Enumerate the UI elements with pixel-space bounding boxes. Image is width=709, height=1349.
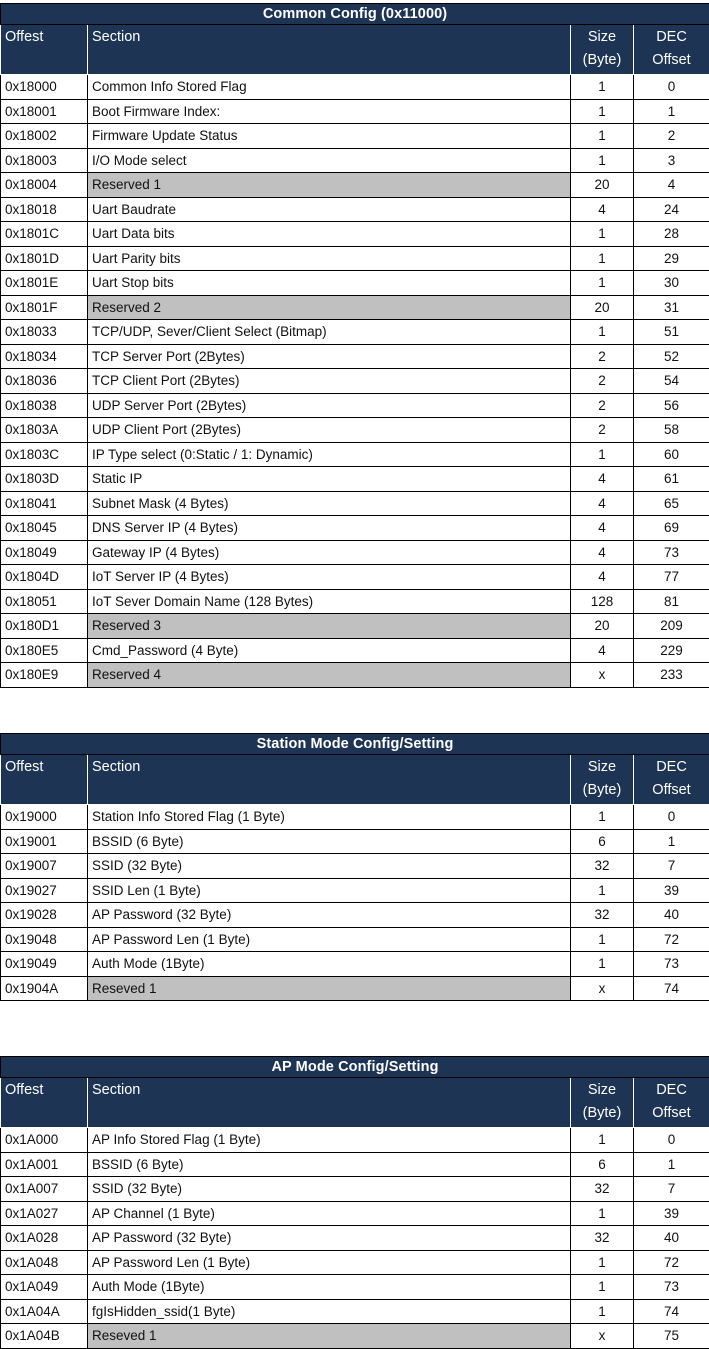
section-header: Section (88, 25, 571, 75)
table-row (1, 295, 709, 320)
dec-offset-cell: 0 (634, 1128, 709, 1153)
dec-header-line2: Offset (652, 1105, 690, 1121)
ap-mode-config-table (0, 1056, 709, 1349)
dec-offset-cell: 40 (634, 903, 709, 928)
section-cell: I/O Mode select (88, 148, 571, 173)
section-cell: Common Info Stored Flag (88, 75, 571, 100)
offset-cell: 0x18018 (1, 197, 88, 222)
offset-cell: 0x1A001 (1, 1152, 88, 1177)
size-cell: 1 (571, 442, 634, 467)
section-cell: Boot Firmware Index: (88, 99, 571, 124)
table-row (1, 614, 709, 639)
size-cell: x (571, 1324, 634, 1349)
offset-cell: 0x1A04B (1, 1324, 88, 1349)
size-cell: 1 (571, 124, 634, 149)
table-row (1, 805, 709, 830)
size-cell: 1 (571, 271, 634, 296)
dec-header-line2: Offset (652, 782, 690, 798)
table-row (1, 393, 709, 418)
table-title: AP Mode Config/Setting (1, 1057, 709, 1078)
table-row (1, 638, 709, 663)
offset-cell: 0x1A049 (1, 1275, 88, 1300)
size-header-line1: Size (588, 1082, 616, 1098)
table-row (1, 75, 709, 100)
table-row (1, 878, 709, 903)
dec-offset-cell: 29 (634, 246, 709, 271)
dec-offset-cell: 39 (634, 878, 709, 903)
offset-header: Offest (1, 25, 88, 75)
dec-offset-cell: 2 (634, 124, 709, 149)
table-row (1, 1201, 709, 1226)
offset-cell: 0x1A048 (1, 1250, 88, 1275)
offset-cell: 0x1904A (1, 976, 88, 1001)
section-cell: AP Password (32 Byte) (88, 903, 571, 928)
offset-cell: 0x1801C (1, 222, 88, 247)
dec-offset-cell: 60 (634, 442, 709, 467)
offset-cell: 0x1A027 (1, 1201, 88, 1226)
common-config-table (0, 3, 709, 688)
dec-offset-cell: 69 (634, 516, 709, 541)
table-row (1, 1128, 709, 1153)
dec-offset-cell: 73 (634, 952, 709, 977)
dec-offset-cell: 74 (634, 976, 709, 1001)
size-cell: 20 (571, 173, 634, 198)
offset-cell: 0x19028 (1, 903, 88, 928)
section-cell: AP Info Stored Flag (1 Byte) (88, 1128, 571, 1153)
section-header: Section (88, 755, 571, 805)
offset-cell: 0x1804D (1, 565, 88, 590)
size-cell: 1 (571, 805, 634, 830)
size-cell: 32 (571, 1177, 634, 1202)
size-cell: 4 (571, 491, 634, 516)
dec-offset-cell: 58 (634, 418, 709, 443)
size-cell: 1 (571, 148, 634, 173)
section-cell: SSID Len (1 Byte) (88, 878, 571, 903)
size-header-line2: (Byte) (583, 52, 622, 68)
size-cell: 32 (571, 854, 634, 879)
section-cell: Reserved 2 (88, 295, 571, 320)
size-cell: x (571, 663, 634, 688)
dec-offset-cell: 1 (634, 99, 709, 124)
size-cell: 1 (571, 952, 634, 977)
size-cell: 1 (571, 878, 634, 903)
dec-offset-cell: 1 (634, 1152, 709, 1177)
offset-cell: 0x18000 (1, 75, 88, 100)
section-cell: Uart Parity bits (88, 246, 571, 271)
dec-offset-cell: 73 (634, 1275, 709, 1300)
offset-cell: 0x19048 (1, 927, 88, 952)
offset-cell: 0x19007 (1, 854, 88, 879)
offset-cell: 0x1801E (1, 271, 88, 296)
dec-offset-cell: 7 (634, 1177, 709, 1202)
size-cell: 4 (571, 540, 634, 565)
offset-cell: 0x19000 (1, 805, 88, 830)
dec-offset-cell: 0 (634, 75, 709, 100)
section-cell: Reserved 3 (88, 614, 571, 639)
size-cell: 1 (571, 1299, 634, 1324)
size-cell: 2 (571, 369, 634, 394)
offset-header: Offest (1, 755, 88, 805)
table-row (1, 124, 709, 149)
section-cell: fgIsHidden_ssid(1 Byte) (88, 1299, 571, 1324)
dec-offset-cell: 24 (634, 197, 709, 222)
dec-offset-cell: 28 (634, 222, 709, 247)
size-cell: 128 (571, 589, 634, 614)
table-row (1, 829, 709, 854)
offset-cell: 0x19001 (1, 829, 88, 854)
section-cell: AP Password Len (1 Byte) (88, 927, 571, 952)
table-row (1, 173, 709, 198)
dec-offset-cell: 56 (634, 393, 709, 418)
section-header: Section (88, 1078, 571, 1128)
offset-cell: 0x1803D (1, 467, 88, 492)
offset-cell: 0x19049 (1, 952, 88, 977)
section-cell: IoT Server IP (4 Bytes) (88, 565, 571, 590)
section-cell: SSID (32 Byte) (88, 854, 571, 879)
section-cell: Reserved 4 (88, 663, 571, 688)
table-row (1, 491, 709, 516)
offset-cell: 0x18036 (1, 369, 88, 394)
dec-offset-cell: 72 (634, 927, 709, 952)
section-cell: Uart Stop bits (88, 271, 571, 296)
offset-cell: 0x1801D (1, 246, 88, 271)
table-row (1, 99, 709, 124)
offset-cell: 0x18003 (1, 148, 88, 173)
section-cell: SSID (32 Byte) (88, 1177, 571, 1202)
table-row (1, 246, 709, 271)
size-cell: x (571, 976, 634, 1001)
offset-cell: 0x18002 (1, 124, 88, 149)
dec-header-line2: Offset (652, 52, 690, 68)
section-cell: AP Password Len (1 Byte) (88, 1250, 571, 1275)
dec-header-line1: DEC (656, 29, 687, 45)
size-cell: 1 (571, 99, 634, 124)
dec-offset-cell: 233 (634, 663, 709, 688)
table-row (1, 1250, 709, 1275)
offset-cell: 0x19027 (1, 878, 88, 903)
size-header-line2: (Byte) (583, 782, 622, 798)
offset-cell: 0x18049 (1, 540, 88, 565)
table-row (1, 1152, 709, 1177)
offset-cell: 0x18004 (1, 173, 88, 198)
size-cell: 4 (571, 516, 634, 541)
size-cell: 1 (571, 1201, 634, 1226)
size-cell: 2 (571, 418, 634, 443)
dec-offset-cell: 4 (634, 173, 709, 198)
dec-offset-cell: 75 (634, 1324, 709, 1349)
dec-offset-cell: 73 (634, 540, 709, 565)
size-cell: 4 (571, 565, 634, 590)
section-cell: Static IP (88, 467, 571, 492)
offset-cell: 0x1A028 (1, 1226, 88, 1251)
size-cell: 1 (571, 1128, 634, 1153)
table-row (1, 197, 709, 222)
table-row (1, 320, 709, 345)
offset-cell: 0x1A007 (1, 1177, 88, 1202)
table-row (1, 1226, 709, 1251)
section-cell: Auth Mode (1Byte) (88, 1275, 571, 1300)
offset-cell: 0x1801F (1, 295, 88, 320)
table-row (1, 540, 709, 565)
table-body (1, 805, 709, 1001)
section-cell: BSSID (6 Byte) (88, 829, 571, 854)
section-cell: Reserved 1 (88, 173, 571, 198)
section-cell: TCP Client Port (2Bytes) (88, 369, 571, 394)
section-cell: UDP Client Port (2Bytes) (88, 418, 571, 443)
dec-offset-header (634, 755, 709, 805)
table-row (1, 663, 709, 688)
size-cell: 1 (571, 246, 634, 271)
offset-cell: 0x1803A (1, 418, 88, 443)
size-cell: 6 (571, 829, 634, 854)
offset-cell: 0x180D1 (1, 614, 88, 639)
dec-offset-header (634, 1078, 709, 1128)
offset-cell: 0x18038 (1, 393, 88, 418)
dec-offset-cell: 74 (634, 1299, 709, 1324)
size-header (571, 25, 634, 75)
size-cell: 1 (571, 1250, 634, 1275)
section-cell: Firmware Update Status (88, 124, 571, 149)
offset-cell: 0x18034 (1, 344, 88, 369)
offset-cell: 0x180E9 (1, 663, 88, 688)
table-row (1, 1324, 709, 1349)
table-body (1, 75, 709, 688)
dec-offset-cell: 31 (634, 295, 709, 320)
section-cell: TCP/UDP, Sever/Client Select (Bitmap) (88, 320, 571, 345)
table-title: Station Mode Config/Setting (1, 734, 709, 755)
size-cell: 20 (571, 614, 634, 639)
section-cell: Reseved 1 (88, 1324, 571, 1349)
table-row (1, 976, 709, 1001)
dec-offset-cell: 209 (634, 614, 709, 639)
offset-cell: 0x1803C (1, 442, 88, 467)
table-row (1, 271, 709, 296)
section-cell: IoT Sever Domain Name (128 Bytes) (88, 589, 571, 614)
size-cell: 1 (571, 927, 634, 952)
table-title: Common Config (0x11000) (1, 4, 709, 25)
section-cell: Gateway IP (4 Bytes) (88, 540, 571, 565)
table-row (1, 1275, 709, 1300)
table-row (1, 369, 709, 394)
table-row (1, 418, 709, 443)
section-cell: Uart Baudrate (88, 197, 571, 222)
table-row (1, 565, 709, 590)
size-cell: 20 (571, 295, 634, 320)
section-cell: TCP Server Port (2Bytes) (88, 344, 571, 369)
size-header (571, 755, 634, 805)
dec-offset-cell: 65 (634, 491, 709, 516)
section-cell: AP Password (32 Byte) (88, 1226, 571, 1251)
table-row (1, 1299, 709, 1324)
table-row (1, 589, 709, 614)
dec-offset-cell: 81 (634, 589, 709, 614)
offset-cell: 0x18041 (1, 491, 88, 516)
size-cell: 6 (571, 1152, 634, 1177)
size-header-line1: Size (588, 759, 616, 775)
dec-offset-cell: 77 (634, 565, 709, 590)
section-cell: Uart Data bits (88, 222, 571, 247)
offset-cell: 0x180E5 (1, 638, 88, 663)
table-row (1, 854, 709, 879)
section-cell: IP Type select (0:Static / 1: Dynamic) (88, 442, 571, 467)
dec-offset-cell: 30 (634, 271, 709, 296)
table-row (1, 467, 709, 492)
offset-cell: 0x1A04A (1, 1299, 88, 1324)
section-cell: Cmd_Password (4 Byte) (88, 638, 571, 663)
table-row (1, 344, 709, 369)
size-header-line1: Size (588, 29, 616, 45)
size-cell: 4 (571, 197, 634, 222)
offset-cell: 0x18033 (1, 320, 88, 345)
size-cell: 1 (571, 320, 634, 345)
dec-offset-cell: 0 (634, 805, 709, 830)
section-cell: AP Channel (1 Byte) (88, 1201, 571, 1226)
table-row (1, 927, 709, 952)
size-cell: 1 (571, 75, 634, 100)
dec-header-line1: DEC (656, 1082, 687, 1098)
dec-offset-cell: 61 (634, 467, 709, 492)
dec-offset-cell: 72 (634, 1250, 709, 1275)
table-row (1, 903, 709, 928)
section-cell: Station Info Stored Flag (1 Byte) (88, 805, 571, 830)
size-cell: 4 (571, 638, 634, 663)
section-cell: BSSID (6 Byte) (88, 1152, 571, 1177)
station-mode-config-table (0, 733, 709, 1001)
offset-header: Offest (1, 1078, 88, 1128)
dec-offset-cell: 229 (634, 638, 709, 663)
offset-cell: 0x18045 (1, 516, 88, 541)
offset-cell: 0x18051 (1, 589, 88, 614)
dec-offset-cell: 51 (634, 320, 709, 345)
section-cell: UDP Server Port (2Bytes) (88, 393, 571, 418)
table-row (1, 952, 709, 977)
size-header (571, 1078, 634, 1128)
table-body (1, 1128, 709, 1349)
dec-offset-cell: 52 (634, 344, 709, 369)
dec-offset-cell: 40 (634, 1226, 709, 1251)
size-cell: 2 (571, 393, 634, 418)
table-row (1, 442, 709, 467)
table-row (1, 222, 709, 247)
dec-offset-cell: 54 (634, 369, 709, 394)
size-cell: 2 (571, 344, 634, 369)
section-cell: DNS Server IP (4 Bytes) (88, 516, 571, 541)
size-header-line2: (Byte) (583, 1105, 622, 1121)
offset-cell: 0x18001 (1, 99, 88, 124)
size-cell: 1 (571, 1275, 634, 1300)
size-cell: 1 (571, 222, 634, 247)
dec-offset-cell: 1 (634, 829, 709, 854)
table-row (1, 148, 709, 173)
offset-cell: 0x1A000 (1, 1128, 88, 1153)
dec-offset-cell: 39 (634, 1201, 709, 1226)
table-row (1, 1177, 709, 1202)
size-cell: 32 (571, 1226, 634, 1251)
dec-offset-header (634, 25, 709, 75)
size-cell: 32 (571, 903, 634, 928)
dec-offset-cell: 3 (634, 148, 709, 173)
section-cell: Subnet Mask (4 Bytes) (88, 491, 571, 516)
size-cell: 4 (571, 467, 634, 492)
table-row (1, 516, 709, 541)
section-cell: Auth Mode (1Byte) (88, 952, 571, 977)
section-cell: Reseved 1 (88, 976, 571, 1001)
dec-header-line1: DEC (656, 759, 687, 775)
dec-offset-cell: 7 (634, 854, 709, 879)
